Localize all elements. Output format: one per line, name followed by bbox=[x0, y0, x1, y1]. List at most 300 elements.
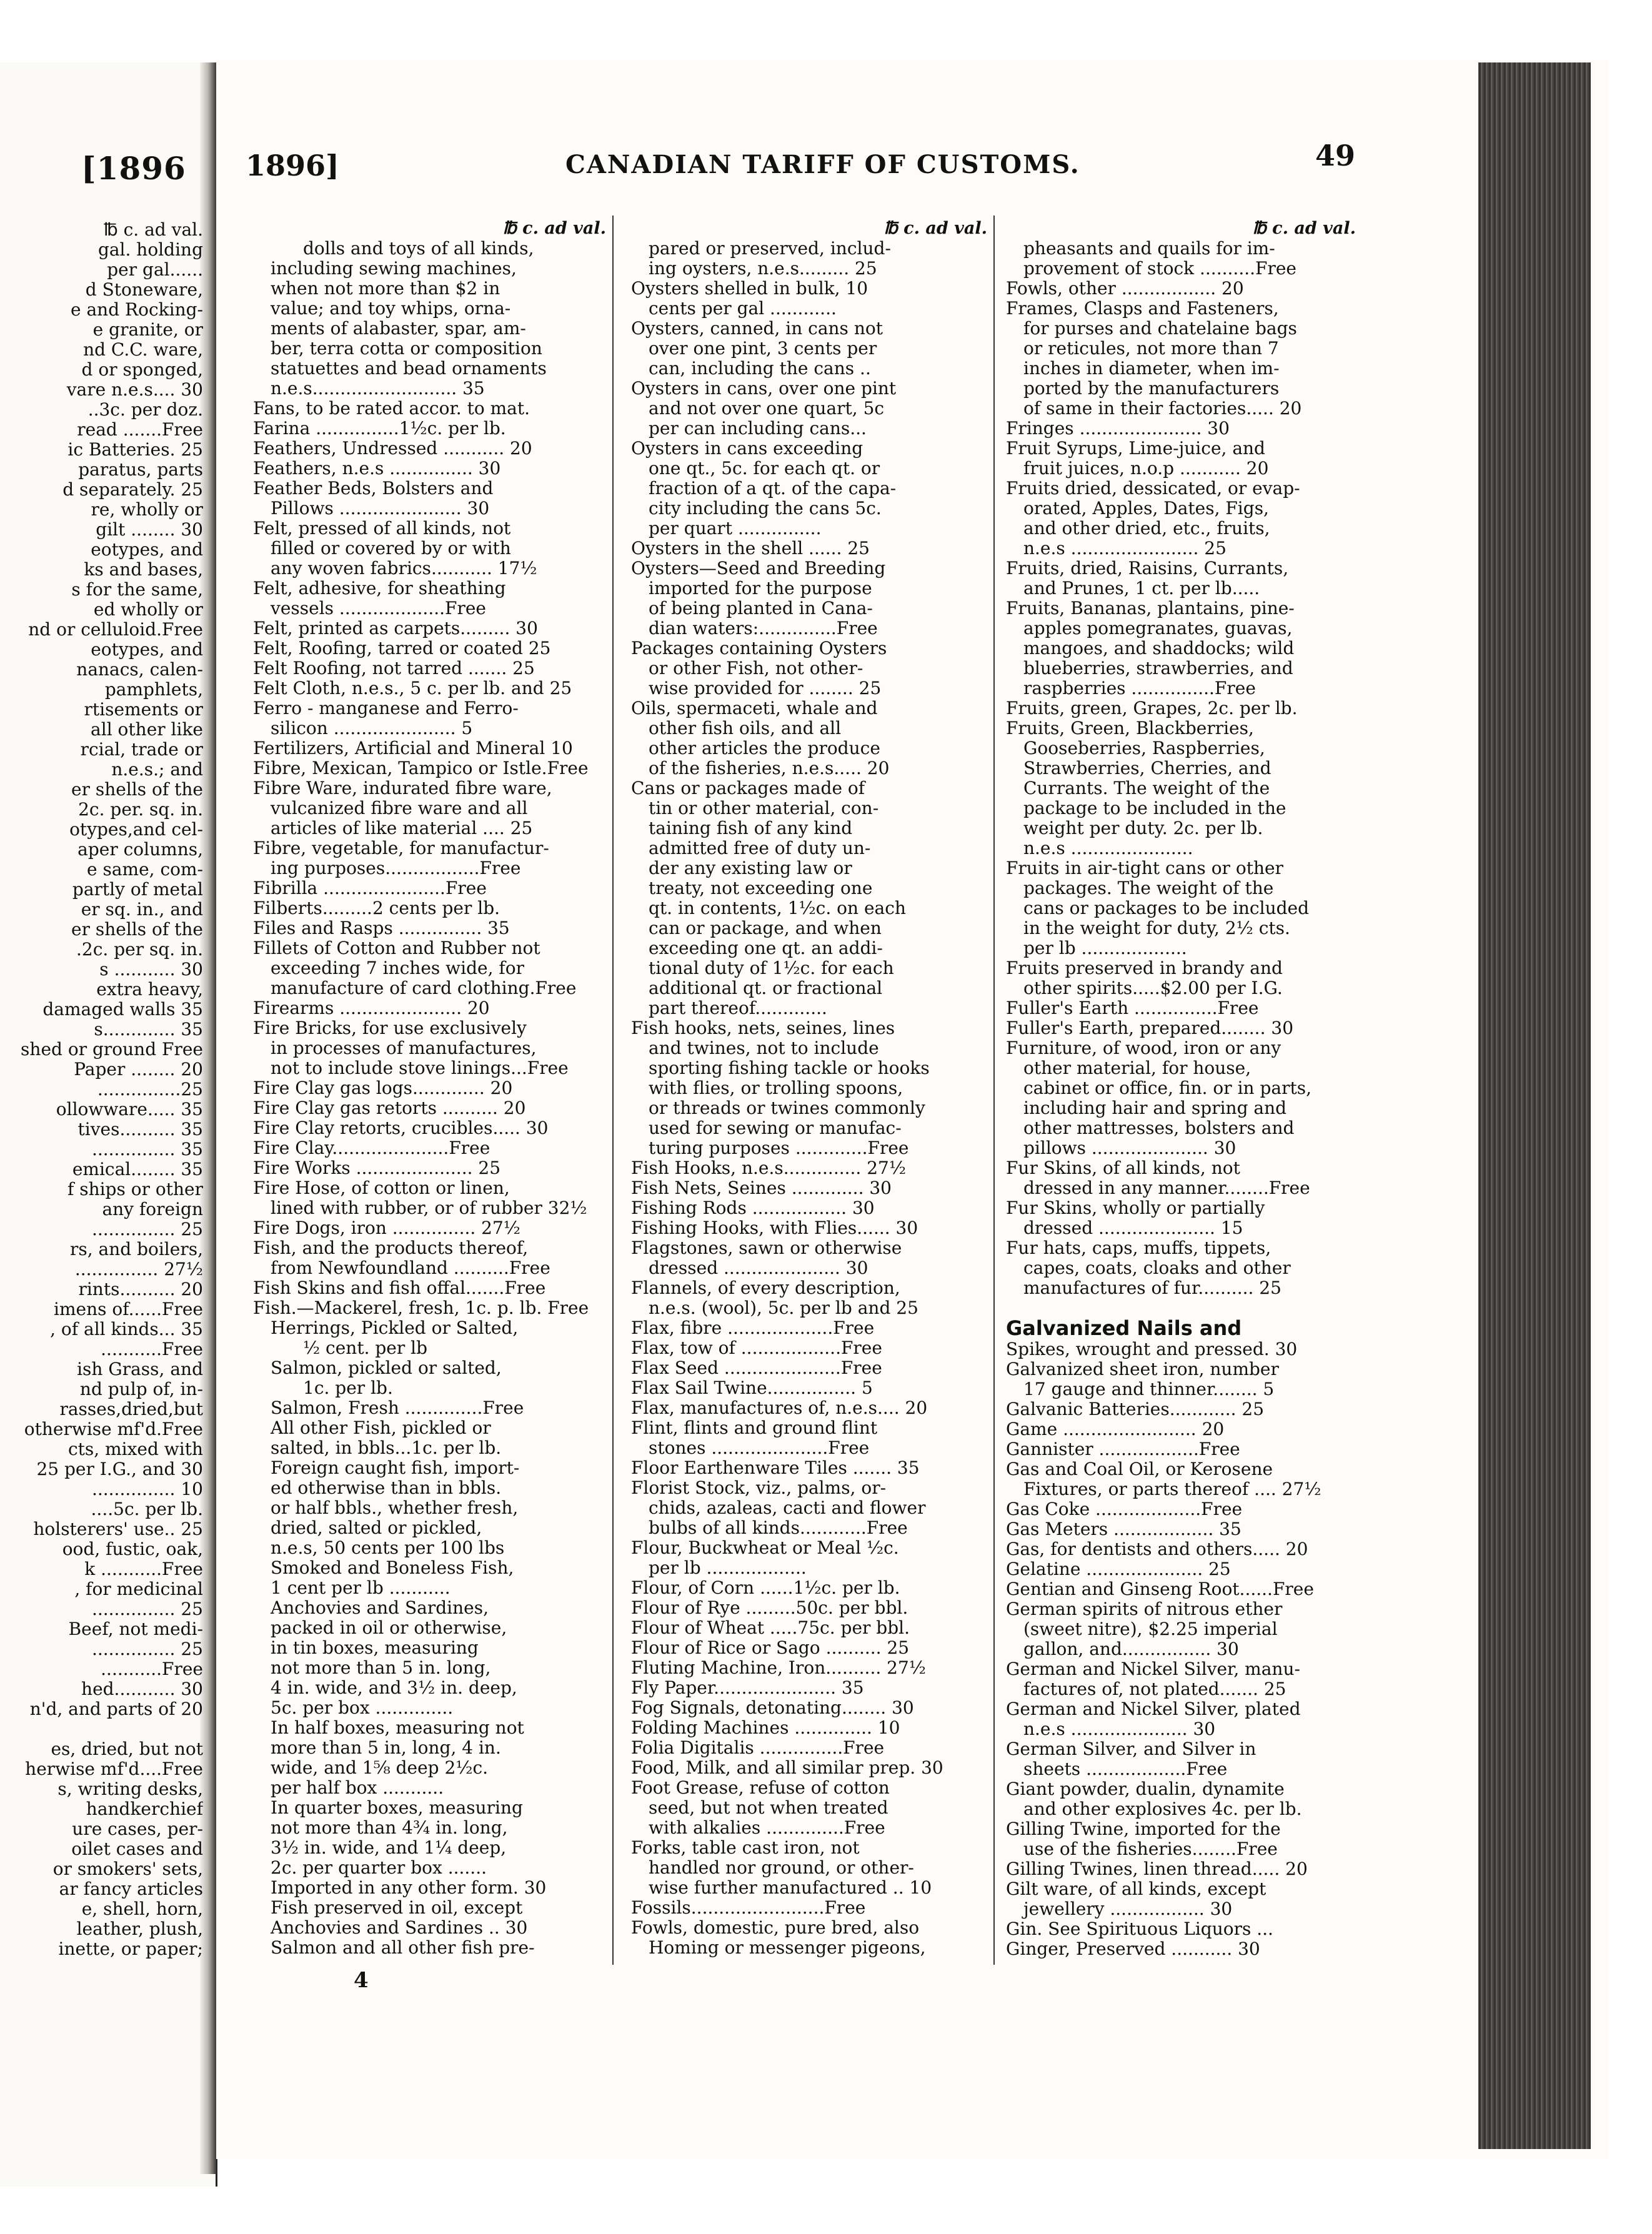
tariff-entry-line: Fuller's Earth, prepared........ 30 bbox=[1006, 1018, 1294, 1038]
tariff-entry-line: Fibre, Mexican, Tampico or Istle.Free bbox=[253, 758, 589, 778]
tariff-entry-line: Feathers, Undressed ........... 20 bbox=[253, 439, 532, 459]
tariff-entry-line: and other dried, etc., fruits, bbox=[1023, 519, 1270, 539]
tariff-entry-line: Imported in any other form. 30 bbox=[271, 1878, 547, 1898]
left-page-line: otherwise mf'd.Free bbox=[24, 1419, 203, 1439]
tariff-entry-line: can or package, and when bbox=[649, 918, 882, 938]
tariff-entry-line: Fire Hose, of cotton or linen, bbox=[253, 1178, 510, 1198]
tariff-entry-line: from Newfoundland ..........Free bbox=[271, 1258, 550, 1278]
tariff-entry-line: Fish, and the products thereof, bbox=[253, 1238, 529, 1258]
tariff-entry-line: Gilling Twine, imported for the bbox=[1006, 1819, 1281, 1839]
left-page-line: herwise mf'd....Free bbox=[25, 1759, 203, 1779]
left-page-line: ...........Free bbox=[101, 1339, 203, 1359]
left-page-line: imens of......Free bbox=[54, 1299, 203, 1319]
left-page-line: d separately. 25 bbox=[62, 480, 203, 500]
left-page-line: ............... 10 bbox=[91, 1479, 203, 1499]
tariff-entry-line: der any existing law or bbox=[649, 858, 852, 878]
tariff-entry-line: Gannister ..................Free bbox=[1006, 1439, 1240, 1459]
tariff-entry-line: per lb .................. bbox=[649, 1558, 807, 1578]
tariff-entry-line: stones .....................Free bbox=[649, 1438, 870, 1458]
tariff-entry-line: Fringes ...................... 30 bbox=[1006, 419, 1230, 439]
tariff-entry-line: ing oysters, n.e.s......... 25 bbox=[649, 259, 877, 279]
left-page-line: aper columns, bbox=[77, 840, 203, 860]
left-page-line: ar fancy articles bbox=[59, 1879, 203, 1899]
left-page-line: any foreign bbox=[102, 1199, 203, 1219]
tariff-entry-line: Fruits dried, dessicated, or evap- bbox=[1006, 479, 1300, 499]
left-page-line: gal. holding bbox=[97, 240, 203, 260]
tariff-entry-line: not to include stove linings...Free bbox=[271, 1058, 569, 1078]
tariff-entry-line: other mattresses, bolsters and bbox=[1023, 1118, 1295, 1138]
tariff-entry-line: Filberts.........2 cents per lb. bbox=[253, 898, 500, 918]
tariff-entry-line: Fruits, Green, Blackberries, bbox=[1006, 718, 1254, 738]
tariff-entry-line: salted, in bbls...1c. per lb. bbox=[271, 1438, 502, 1458]
tariff-entry-line: Fibre Ware, indurated fibre ware, bbox=[253, 778, 552, 798]
tariff-entry-line: Herrings, Pickled or Salted, bbox=[271, 1318, 519, 1338]
tariff-entry-line bbox=[1006, 1298, 1356, 1318]
tariff-entry-line: statuettes and bead ornaments bbox=[271, 359, 547, 379]
tariff-entry-line: lined with rubber, or of rubber 32½ bbox=[271, 1198, 587, 1218]
tariff-entry-line: ing purposes.................Free bbox=[271, 858, 521, 878]
left-page-line: n'd, and parts of 20 bbox=[29, 1699, 203, 1719]
tariff-entry-line: inches in diameter, when im- bbox=[1023, 359, 1280, 379]
left-page-line: vare n.e.s.... 30 bbox=[66, 380, 203, 400]
left-page-line: s............. 35 bbox=[94, 1020, 203, 1040]
tariff-entry-line: ments of alabaster, spar, am- bbox=[271, 319, 526, 339]
tariff-entry-line: Salmon and all other fish pre- bbox=[271, 1938, 535, 1958]
tariff-entry-line: Fur hats, caps, muffs, tippets, bbox=[1006, 1238, 1271, 1258]
tariff-entry-line: Giant powder, dualin, dynamite bbox=[1006, 1779, 1285, 1799]
tariff-entry-line: Galvanized sheet iron, number bbox=[1006, 1359, 1279, 1379]
tariff-entry-line: with flies, or trolling spoons, bbox=[649, 1078, 903, 1098]
tariff-entry-line: Anchovies and Sardines .. 30 bbox=[271, 1918, 528, 1938]
tariff-entry-line: Oysters, canned, in cans not bbox=[631, 319, 883, 339]
tariff-entry-line: ed otherwise than in bbls. bbox=[271, 1478, 502, 1498]
tariff-entry-line: ber, terra cotta or composition bbox=[271, 339, 542, 359]
tariff-entry-line: Fruits, green, Grapes, 2c. per lb. bbox=[1006, 698, 1298, 718]
tariff-entry-line: Fluting Machine, Iron.......... 27½ bbox=[631, 1658, 926, 1678]
tariff-entry-line: German and Nickel Silver, manu- bbox=[1006, 1659, 1300, 1679]
tariff-entry-line: dressed in any manner........Free bbox=[1023, 1178, 1310, 1198]
left-page-line: s ........... 30 bbox=[99, 960, 203, 980]
tariff-entry-line: German and Nickel Silver, plated bbox=[1006, 1699, 1301, 1719]
tariff-entry-line: Flax Sail Twine................ 5 bbox=[631, 1378, 873, 1398]
tariff-entry-line: Fish.—Mackerel, fresh, 1c. p. lb. Free bbox=[253, 1298, 589, 1318]
tariff-entry-line: n.e.s.......................... 35 bbox=[271, 379, 485, 399]
tariff-entry-line: Gentian and Ginseng Root......Free bbox=[1006, 1579, 1314, 1599]
tariff-entry-line: Fish Nets, Seines ............. 30 bbox=[631, 1178, 892, 1198]
left-page-line: ollowware..... 35 bbox=[56, 1100, 203, 1119]
tariff-entry-line: Fishing Hooks, with Flies...... 30 bbox=[631, 1218, 918, 1238]
tariff-entry-line: package to be included in the bbox=[1023, 798, 1286, 818]
tariff-entry-line: more than 5 in, long, 4 in. bbox=[271, 1738, 501, 1758]
tariff-column-3 bbox=[1006, 219, 1356, 1959]
left-page-line: ............... 25 bbox=[91, 1639, 203, 1659]
left-page-line: f ships or other bbox=[67, 1179, 203, 1199]
tariff-entry-line: Galvanic Batteries............ 25 bbox=[1006, 1399, 1265, 1419]
tariff-entry-line: Salmon, Fresh ..............Free bbox=[271, 1398, 524, 1418]
left-page-line: e same, com- bbox=[86, 860, 203, 880]
tariff-entry-line: per can including cans... bbox=[649, 419, 867, 439]
tariff-entry-line: Food, Milk, and all similar prep. 30 bbox=[631, 1758, 943, 1778]
tariff-column-2 bbox=[631, 219, 987, 1958]
tariff-entry-line: pared or preserved, includ- bbox=[649, 239, 891, 259]
left-page-line: Beef, not medi- bbox=[68, 1619, 203, 1639]
tariff-entry-line: of same in their factories..... 20 bbox=[1023, 399, 1302, 419]
tariff-entry-line: Gas Meters .................. 35 bbox=[1006, 1519, 1241, 1539]
tariff-entry-line: Fruits in air-tight cans or other bbox=[1006, 858, 1283, 878]
left-page-line: nanacs, calen- bbox=[76, 660, 203, 680]
left-page-line: 2c. per. sq. in. bbox=[78, 800, 203, 820]
tariff-entry-line: taining fish of any kind bbox=[649, 818, 853, 838]
tariff-entry-line: Flagstones, sawn or otherwise bbox=[631, 1238, 902, 1258]
left-page-line: extra heavy, bbox=[96, 980, 203, 1000]
tariff-entry-line: 17 gauge and thinner........ 5 bbox=[1023, 1379, 1275, 1399]
left-page-line: ks and bases, bbox=[84, 560, 203, 580]
tariff-entry-line: when not more than $2 in bbox=[271, 279, 500, 299]
tariff-entry-line: or half bbls., whether fresh, bbox=[271, 1498, 519, 1518]
left-page-line: leather, plush, bbox=[76, 1919, 203, 1939]
tariff-entry-line: raspberries ...............Free bbox=[1023, 678, 1256, 698]
tariff-entry-line: factures of, not plated....... 25 bbox=[1023, 1679, 1286, 1699]
left-page-line: ............... 25 bbox=[91, 1219, 203, 1239]
tariff-entry-line: per lb ................... bbox=[1023, 938, 1187, 958]
left-page-line: ..3c. per doz. bbox=[87, 400, 203, 420]
page-year: 1896] bbox=[246, 149, 339, 182]
tariff-entry-line: and Prunes, 1 ct. per lb..... bbox=[1023, 578, 1260, 598]
tariff-entry-line: additional qt. or fractional bbox=[649, 978, 883, 998]
tariff-entry-line: Floor Earthenware Tiles ....... 35 bbox=[631, 1458, 920, 1478]
tariff-entry-line: Fish preserved in oil, except bbox=[271, 1898, 523, 1918]
left-page-line: read .......Free bbox=[77, 420, 203, 440]
tariff-entry-line: Fowls, domestic, pure bred, also bbox=[631, 1918, 920, 1938]
tariff-entry-line: Game ........................ 20 bbox=[1006, 1419, 1225, 1439]
left-page-line: ish Grass, and bbox=[77, 1359, 203, 1379]
tariff-entry-line: Gelatine ..................... 25 bbox=[1006, 1559, 1231, 1579]
tariff-entry-line: Fish Hooks, n.e.s.............. 27½ bbox=[631, 1158, 907, 1178]
left-page-line: oilet cases and bbox=[71, 1839, 203, 1859]
tariff-entry-line: Firearms ...................... 20 bbox=[253, 998, 490, 1018]
left-page-line: rtisements or bbox=[84, 700, 203, 720]
left-page-line: inette, or paper; bbox=[58, 1939, 203, 1959]
page-edge-stack bbox=[1478, 62, 1591, 2149]
tariff-entry-line: bulbs of all kinds............Free bbox=[649, 1518, 908, 1538]
left-page-line: or smokers' sets, bbox=[52, 1859, 203, 1879]
tariff-entry-line: Oysters—Seed and Breeding bbox=[631, 558, 886, 578]
tariff-entry-line: pheasants and quails for im- bbox=[1023, 239, 1275, 259]
tariff-entry-line: part thereof............. bbox=[649, 998, 827, 1018]
tariff-entry-line: Oysters in cans, over one pint bbox=[631, 379, 897, 399]
tariff-entry-line: Fossils........................Free bbox=[631, 1898, 866, 1918]
tariff-entry-line: Flour of Wheat .....75c. per bbl. bbox=[631, 1618, 910, 1638]
tariff-entry-line: wise further manufactured .. 10 bbox=[649, 1878, 932, 1898]
tariff-entry-line: fruit juices, n.o.p ........... 20 bbox=[1023, 459, 1269, 479]
tariff-entry-line: capes, coats, cloaks and other bbox=[1023, 1258, 1291, 1278]
tariff-entry-line: Felt, printed as carpets......... 30 bbox=[253, 618, 538, 638]
tariff-entry-line: including hair and spring and bbox=[1023, 1098, 1287, 1118]
tariff-entry-line: or reticules, not more than 7 bbox=[1023, 339, 1279, 359]
left-page-line: re, wholly or bbox=[91, 500, 203, 520]
tariff-entry-line: one qt., 5c. for each qt. or bbox=[649, 459, 880, 479]
tariff-entry-line: Folding Machines .............. 10 bbox=[631, 1718, 900, 1738]
tariff-entry-line: 2c. per quarter box ....... bbox=[271, 1858, 487, 1878]
tariff-entry-line: other material, for house, bbox=[1023, 1058, 1251, 1078]
tariff-entry-line: n.e.s ....................... 25 bbox=[1023, 539, 1227, 558]
tariff-entry-line: jewellery ................. 30 bbox=[1023, 1899, 1233, 1919]
tariff-entry-line: Anchovies and Sardines, bbox=[271, 1598, 489, 1618]
tariff-entry-line: other articles the produce bbox=[649, 738, 880, 758]
tariff-entry-line: per quart ............... bbox=[649, 519, 822, 539]
tariff-entry-line: Fertilizers, Artificial and Mineral 10 bbox=[253, 738, 573, 758]
tariff-entry-line: Furniture, of wood, iron or any bbox=[1006, 1038, 1281, 1058]
tariff-entry-line: ½ cent. per lb bbox=[303, 1338, 428, 1358]
tariff-entry-line: silicon ...................... 5 bbox=[271, 718, 473, 738]
left-page-line: gilt ........ 30 bbox=[96, 520, 203, 540]
left-page-line: ............... 35 bbox=[91, 1139, 203, 1159]
tariff-entry-line: Fishing Rods ................. 30 bbox=[631, 1198, 875, 1218]
tariff-entry-line: Flour of Rice or Sago .......... 25 bbox=[631, 1638, 910, 1658]
tariff-column-1 bbox=[253, 219, 606, 1958]
tariff-entry-line: dressed ..................... 30 bbox=[649, 1258, 868, 1278]
left-page-line: ............... 27½ bbox=[74, 1259, 203, 1279]
tariff-entry-line: packed in oil or otherwise, bbox=[271, 1618, 507, 1638]
tariff-entry-line: Currants. The weight of the bbox=[1023, 778, 1270, 798]
left-page-line: k ...........Free bbox=[84, 1559, 203, 1579]
tariff-entry-line: Fire Clay gas retorts .......... 20 bbox=[253, 1098, 526, 1118]
left-page-line: pamphlets, bbox=[104, 680, 203, 700]
tariff-entry-line: n.e.s, 50 cents per 100 lbs bbox=[271, 1538, 505, 1558]
tariff-entry-line: Files and Rasps ............... 35 bbox=[253, 918, 510, 938]
tariff-entry-line: of being planted in Cana- bbox=[649, 598, 873, 618]
left-page-line: holsterers' use.. 25 bbox=[33, 1519, 203, 1539]
left-page-line: per gal...... bbox=[107, 260, 203, 280]
tariff-entry-line: Gas, for dentists and others..... 20 bbox=[1006, 1539, 1308, 1559]
left-page-line: ............... 25 bbox=[91, 1599, 203, 1619]
tariff-entry-line: Fruits preserved in brandy and bbox=[1006, 958, 1283, 978]
tariff-entry-line: weight per duty. 2c. per lb. bbox=[1023, 818, 1263, 838]
tariff-entry-line: Fibre, vegetable, for manufactur- bbox=[253, 838, 549, 858]
tariff-entry-line: other spirits.....$2.00 per I.G. bbox=[1023, 978, 1283, 998]
tariff-entry-line: Florist Stock, viz., palms, or- bbox=[631, 1478, 887, 1498]
page-number: 49 bbox=[1315, 139, 1356, 172]
left-page-line: s, writing desks, bbox=[57, 1779, 203, 1799]
tariff-entry-line: 1 cent per lb ........... bbox=[271, 1578, 450, 1598]
left-page-line: rcial, trade or bbox=[80, 740, 203, 760]
left-page-line: nd or celluloid.Free bbox=[28, 620, 203, 640]
tariff-entry-line: Gilling Twines, linen thread..... 20 bbox=[1006, 1859, 1308, 1879]
left-page-line: e and Rocking- bbox=[71, 300, 203, 320]
tariff-entry-line: seed, but not when treated bbox=[649, 1798, 888, 1818]
tariff-entry-line: qt. in contents, 1½c. on each bbox=[649, 898, 906, 918]
left-page-line: , for medicinal bbox=[74, 1579, 203, 1599]
tariff-entry-line: Oysters in cans exceeding bbox=[631, 439, 863, 459]
tariff-entry-line: Flint, flints and ground flint bbox=[631, 1418, 878, 1438]
tariff-entry-line: Galvanized Nails and bbox=[1006, 1318, 1242, 1339]
left-page-line: otypes,and cel- bbox=[69, 820, 203, 840]
tariff-entry-line: Oils, spermaceti, whale and bbox=[631, 698, 878, 718]
tariff-entry-line: Fire Clay retorts, crucibles..... 30 bbox=[253, 1118, 549, 1138]
tariff-entry-line: orated, Apples, Dates, Figs, bbox=[1023, 499, 1269, 519]
tariff-entry-line: admitted free of duty un- bbox=[649, 838, 871, 858]
tariff-entry-line: Flax, fibre ...................Free bbox=[631, 1318, 875, 1338]
left-page-line: partly of metal bbox=[72, 880, 203, 900]
tariff-entry-line: in the weight for duty, 2½ cts. bbox=[1023, 918, 1290, 938]
tariff-entry-line: Oysters shelled in bulk, 10 bbox=[631, 279, 868, 299]
tariff-entry-line: wide, and 1⅝ deep 2½c. bbox=[271, 1758, 489, 1778]
tariff-entry-line: Fruit Syrups, Lime-juice, and bbox=[1006, 439, 1265, 459]
tariff-entry-line: (sweet nitre), $2.25 imperial bbox=[1023, 1619, 1278, 1639]
tariff-entry-line: In quarter boxes, measuring bbox=[271, 1798, 523, 1818]
tariff-entry-line: Folia Digitalis ...............Free bbox=[631, 1738, 885, 1758]
rate-header: ℔ c. ad val. bbox=[502, 219, 606, 238]
tariff-entry-line: Oysters in the shell ...... 25 bbox=[631, 539, 870, 558]
left-page-line: n.e.s.; and bbox=[111, 760, 203, 780]
left-page-line: tives.......... 35 bbox=[77, 1119, 203, 1139]
tariff-entry-line: provement of stock ..........Free bbox=[1023, 259, 1296, 279]
tariff-entry-line: Felt, Roofing, tarred or coated 25 bbox=[253, 638, 551, 658]
tariff-entry-line: Spikes, wrought and pressed. 30 bbox=[1006, 1339, 1298, 1359]
tariff-entry-line: Foreign caught fish, import- bbox=[271, 1458, 520, 1478]
left-page-line: ic Batteries. 25 bbox=[67, 440, 203, 460]
tariff-entry-line: sheets ..................Free bbox=[1023, 1759, 1228, 1779]
column-rule-1 bbox=[612, 216, 614, 1965]
tariff-entry-line: Flax Seed .....................Free bbox=[631, 1358, 882, 1378]
left-page-line: emical........ 35 bbox=[72, 1159, 203, 1179]
left-page-line: nd pulp of, in- bbox=[79, 1379, 203, 1399]
tariff-entry-line: packages. The weight of the bbox=[1023, 878, 1274, 898]
tariff-entry-line: per half box ........... bbox=[271, 1778, 444, 1798]
left-page-line: ...............25 bbox=[97, 1080, 203, 1100]
tariff-entry-line: Strawberries, Cherries, and bbox=[1023, 758, 1271, 778]
tariff-entry-line: Flour of Rye .........50c. per bbl. bbox=[631, 1598, 908, 1618]
left-page-line: .2c. per sq. in. bbox=[76, 940, 203, 960]
tariff-entry-line: 5c. per box .............. bbox=[271, 1698, 454, 1718]
tariff-entry-line: treaty, not exceeding one bbox=[649, 878, 873, 898]
tariff-entry-line: exceeding one qt. an addi- bbox=[649, 938, 883, 958]
tariff-entry-line: Fog Signals, detonating........ 30 bbox=[631, 1698, 914, 1718]
tariff-entry-line: Flax, manufactures of, n.e.s.... 20 bbox=[631, 1398, 928, 1418]
tariff-entry-line: of the fisheries, n.e.s..... 20 bbox=[649, 758, 890, 778]
left-page-line: d or sponged, bbox=[81, 360, 203, 380]
left-page-line: Paper ........ 20 bbox=[74, 1060, 203, 1080]
tariff-entry-line: including sewing machines, bbox=[271, 259, 517, 279]
tariff-entry-line: All other Fish, pickled or bbox=[271, 1418, 491, 1438]
tariff-entry-line: 4 in. wide, and 3½ in. deep, bbox=[271, 1678, 517, 1698]
tariff-entry-line: German Silver, and Silver in bbox=[1006, 1739, 1256, 1759]
tariff-entry-line: dian waters:..............Free bbox=[649, 618, 878, 638]
tariff-entry-line: in tin boxes, measuring bbox=[271, 1638, 479, 1658]
tariff-entry-line: Pillows ...................... 30 bbox=[271, 499, 490, 519]
rate-header: ℔ c. ad val. bbox=[883, 219, 987, 238]
tariff-entry-line: Fixtures, or parts thereof .... 27½ bbox=[1023, 1479, 1321, 1499]
tariff-entry-line: Fruits, Bananas, plantains, pine- bbox=[1006, 598, 1295, 618]
left-page-line: eotypes, and bbox=[91, 540, 203, 560]
tariff-entry-line: handled nor ground, or other- bbox=[649, 1858, 914, 1878]
tariff-entry-line: dried, salted or pickled, bbox=[271, 1518, 482, 1538]
tariff-entry-line: Fillets of Cotton and Rubber not bbox=[253, 938, 540, 958]
left-page-line: ...........Free bbox=[101, 1659, 203, 1679]
tariff-entry-line: pillows ..................... 30 bbox=[1023, 1138, 1237, 1158]
tariff-entry-line: fraction of a qt. of the capa- bbox=[649, 479, 897, 499]
tariff-entry-line: cans or packages to be included bbox=[1023, 898, 1310, 918]
tariff-entry-line: manufacture of card clothing.Free bbox=[271, 978, 577, 998]
tariff-entry-line: city including the cans 5c. bbox=[649, 499, 882, 519]
left-page-line: ed wholly or bbox=[93, 600, 203, 620]
tariff-entry-line: any woven fabrics........... 17½ bbox=[271, 558, 537, 578]
tariff-entry-line: manufactures of fur.......... 25 bbox=[1023, 1278, 1281, 1298]
rate-header: ℔ c. ad val. bbox=[1252, 219, 1356, 238]
tariff-entry-line: Fire Bricks, for use exclusively bbox=[253, 1018, 527, 1038]
tariff-entry-line: mangoes, and shaddocks; wild bbox=[1023, 638, 1295, 658]
left-page-line: rasses,dried,but bbox=[59, 1399, 203, 1419]
tariff-entry-line: ported by the manufacturers bbox=[1023, 379, 1280, 399]
tariff-entry-line: Fowls, other ................. 20 bbox=[1006, 279, 1244, 299]
left-page-line: er sq. in., and bbox=[81, 900, 203, 920]
tariff-entry-line: In half boxes, measuring not bbox=[271, 1718, 524, 1738]
left-page-line: er shells of the bbox=[71, 920, 203, 940]
tariff-entry-line: Feathers, n.e.s ............... 30 bbox=[253, 459, 501, 479]
tariff-entry-line: cabinet or office, fin. or in parts, bbox=[1023, 1078, 1311, 1098]
left-page-line: e granite, or bbox=[92, 320, 203, 340]
tariff-entry-line: Fruits, dried, Raisins, Currants, bbox=[1006, 558, 1289, 578]
tariff-entry-line: German spirits of nitrous ether bbox=[1006, 1599, 1283, 1619]
left-page-line: all other like bbox=[91, 720, 203, 740]
tariff-entry-line: Fur Skins, wholly or partially bbox=[1006, 1198, 1265, 1218]
tariff-entry-line: for purses and chatelaine bags bbox=[1023, 319, 1297, 339]
left-page-line: hed........... 30 bbox=[81, 1679, 203, 1699]
tariff-entry-line: Homing or messenger pigeons, bbox=[649, 1938, 926, 1958]
tariff-entry-line: Frames, Clasps and Fasteners, bbox=[1006, 299, 1279, 319]
left-page-line: ....5c. per lb. bbox=[91, 1499, 203, 1519]
left-page-line: s for the same, bbox=[71, 580, 203, 600]
tariff-entry-line: Fire Works ..................... 25 bbox=[253, 1158, 501, 1178]
tariff-entry-line: turing purposes .............Free bbox=[649, 1138, 909, 1158]
tariff-entry-line: Farina ...............1½c. per lb. bbox=[253, 419, 506, 439]
tariff-entry-line: with alkalies ..............Free bbox=[649, 1818, 885, 1838]
tariff-entry-line: over one pint, 3 cents per bbox=[649, 339, 877, 359]
tariff-entry-line: Felt, pressed of all kinds, not bbox=[253, 519, 511, 539]
tariff-entry-line: wise provided for ........ 25 bbox=[649, 678, 882, 698]
tariff-entry-line: Fly Paper...................... 35 bbox=[631, 1678, 864, 1698]
tariff-entry-line: Fire Clay.....................Free bbox=[253, 1138, 490, 1158]
tariff-entry-line: Gilt ware, of all kinds, except bbox=[1006, 1879, 1266, 1899]
tariff-entry-line: Salmon, pickled or salted, bbox=[271, 1358, 502, 1378]
left-page-line: d Stoneware, bbox=[85, 280, 203, 300]
tariff-entry-line: can, including the cans .. bbox=[649, 359, 871, 379]
left-page-line: damaged walls 35 bbox=[42, 1000, 203, 1020]
tariff-entry-line: sporting fishing tackle or hooks bbox=[649, 1058, 930, 1078]
tariff-entry-line: Gooseberries, Raspberries, bbox=[1023, 738, 1265, 758]
tariff-entry-line: Flax, tow of ..................Free bbox=[631, 1338, 882, 1358]
left-page-line: ℔ c. ad val. bbox=[103, 220, 203, 240]
tariff-entry-line: Flour, of Corn ......1½c. per lb. bbox=[631, 1578, 900, 1598]
tariff-entry-line: other fish oils, and all bbox=[649, 718, 842, 738]
tariff-entry-line: blueberries, strawberries, and bbox=[1023, 658, 1293, 678]
tariff-entry-line: tional duty of 1½c. for each bbox=[649, 958, 894, 978]
left-page-line: rints.......... 20 bbox=[78, 1279, 203, 1299]
tariff-entry-line: Flannels, of every description, bbox=[631, 1278, 900, 1298]
tariff-entry-line: and other explosives 4c. per lb. bbox=[1023, 1799, 1302, 1819]
tariff-entry-line: Fish hooks, nets, seines, lines bbox=[631, 1018, 895, 1038]
tariff-entry-line: used for sewing or manufac- bbox=[649, 1118, 902, 1138]
left-page-line: , of all kinds... 35 bbox=[50, 1319, 203, 1339]
left-page-line: handkerchief bbox=[86, 1799, 203, 1819]
left-page-line: 25 per I.G., and 30 bbox=[36, 1459, 203, 1479]
left-page-line: eotypes, and bbox=[91, 640, 203, 660]
tariff-entry-line: Forks, table cast iron, not bbox=[631, 1838, 860, 1858]
tariff-entry-line: Ferro - manganese and Ferro- bbox=[253, 698, 519, 718]
tariff-entry-line: Fans, to be rated accor. to mat. bbox=[253, 399, 530, 419]
tariff-entry-line: Felt Cloth, n.e.s., 5 c. per lb. and 25 bbox=[253, 678, 572, 698]
tariff-entry-line: or other Fish, not other- bbox=[649, 658, 863, 678]
